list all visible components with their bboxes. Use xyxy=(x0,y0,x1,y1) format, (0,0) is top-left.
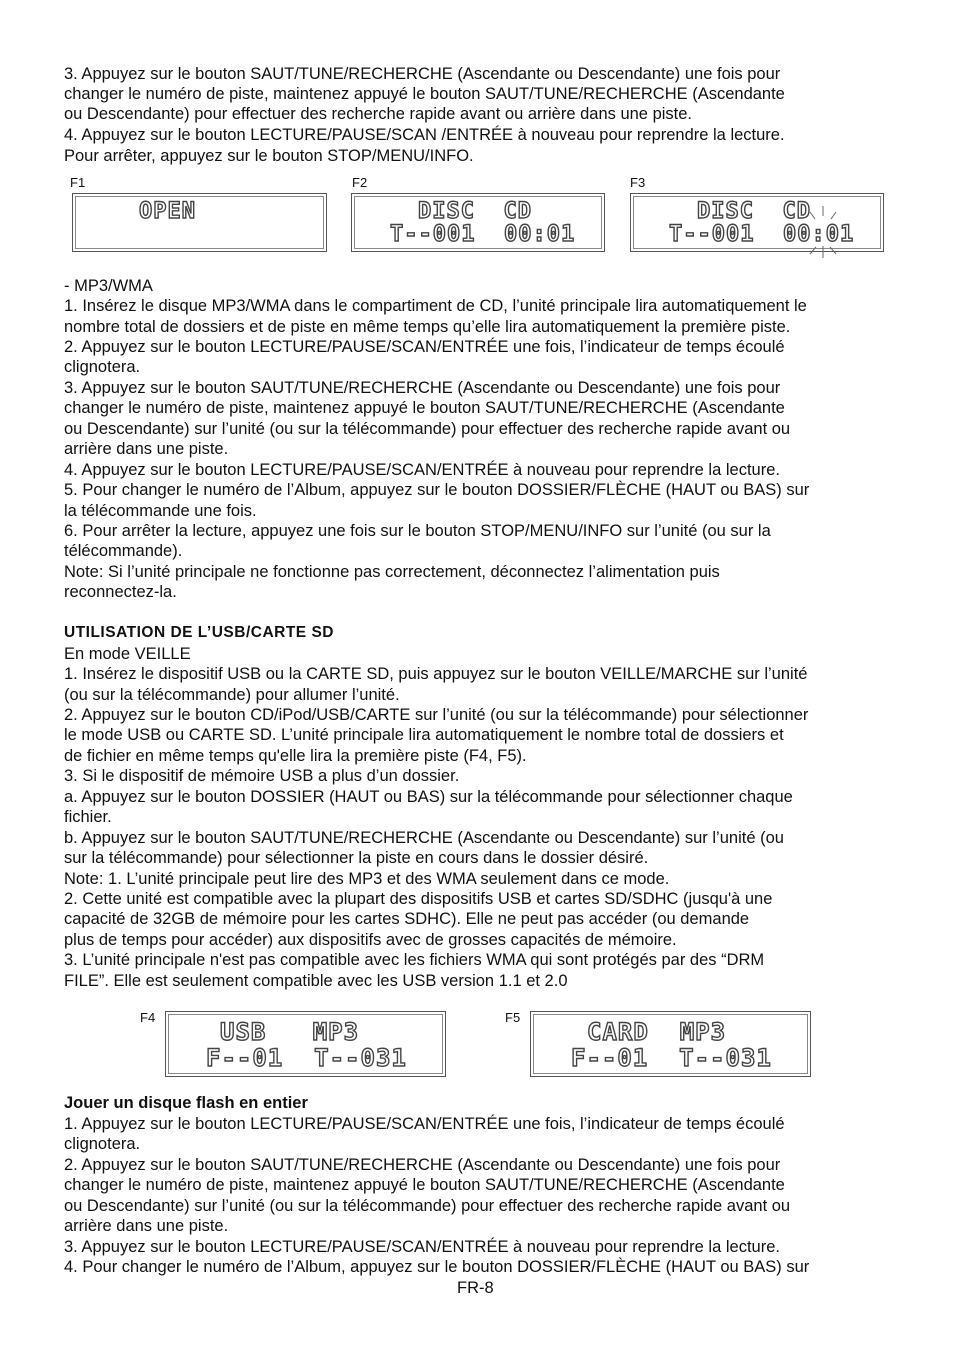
text-line: 1. Insérez le dispositif USB ou la CARTE SD, puis appuyez sur le bouton VEILLE/MARCHE sur l’unité xyxy=(64,665,808,683)
text-line: la télécommande une fois. xyxy=(64,502,257,520)
figure-label: F3 xyxy=(630,175,646,190)
text-line: (ou sur la télécommande) pour allumer l’unité. xyxy=(64,686,400,704)
figure-label: F2 xyxy=(352,175,368,190)
text-line: 4. Appuyez sur le bouton LECTURE/PAUSE/SCAN/ENTRÉE à nouveau pour reprendre la lecture. xyxy=(64,461,780,479)
text-line: de fichier en même temps qu'elle lira la première piste (F4, F5). xyxy=(64,747,527,765)
text-line: a. Appuyez sur le bouton DOSSIER (HAUT ou BAS) sur la télécommande pour sélectionner chaque xyxy=(64,788,793,806)
text-line: sur la télécommande) pour sélectionner la piste en cours dans le dossier désiré. xyxy=(64,849,649,867)
text-line: Pour arrêter, appuyez sur le bouton STOP/MENU/INFO. xyxy=(64,147,474,165)
text-line: changer le numéro de piste, maintenez appuyé le bouton SAUT/TUNE/RECHERCHE (Ascendante xyxy=(64,399,785,417)
text-line: capacité de 32GB de mémoire pour les cartes SDHC). Elle ne peut pas accéder (ou demande xyxy=(64,910,750,928)
figure-label: F1 xyxy=(70,175,86,190)
text-line: - MP3/WMA xyxy=(64,277,153,295)
text-line: Note: Si l’unité principale ne fonctionne pas correctement, déconnectez l’alimentation puis xyxy=(64,563,720,581)
text-line: 5. Pour changer le numéro de l’Album, appuyez sur le bouton DOSSIER/FLÈCHE (HAUT ou BAS) sur xyxy=(64,481,810,499)
text-line: 3. Appuyez sur le bouton LECTURE/PAUSE/SCAN/ENTRÉE à nouveau pour reprendre la lecture. xyxy=(64,1238,780,1256)
text-line: 2. Appuyez sur le bouton SAUT/TUNE/RECHERCHE (Ascendante ou Descendante) une fois pour xyxy=(64,1156,781,1174)
subsection-heading: Jouer un disque flash en entier xyxy=(64,1094,308,1112)
text-line: 4. Appuyez sur le bouton LECTURE/PAUSE/SCAN /ENTRÉE à nouveau pour reprendre la lecture. xyxy=(64,126,785,144)
figure-label: F5 xyxy=(505,1010,521,1025)
lcd-display xyxy=(72,193,327,252)
text-line: FILE”. Elle est seulement compatible avec les USB version 1.1 et 2.0 xyxy=(64,972,568,990)
text-line: 3. Appuyez sur le bouton SAUT/TUNE/RECHERCHE (Ascendante ou Descendante) une fois pour xyxy=(64,379,781,397)
lcd-line-1: CARD MP3 xyxy=(587,1018,727,1046)
text-line: 6. Pour arrêter la lecture, appuyez une fois sur le bouton STOP/MENU/INFO sur l’unité (ou sur la xyxy=(64,522,771,540)
text-line: 3. L’unité principale n'est pas compatible avec les fichiers WMA qui sont protégés par des “DRM xyxy=(64,951,765,969)
lcd-line-2: F--01 T--031 xyxy=(571,1044,772,1072)
text-line: En mode VEILLE xyxy=(64,645,191,663)
lcd-line-1: DISC CD xyxy=(697,199,811,224)
text-line: arrière dans une piste. xyxy=(64,440,229,458)
text-line: b. Appuyez sur le bouton SAUT/TUNE/RECHERCHE (Ascendante ou Descendante) sur l’unité (ou xyxy=(64,829,784,847)
lcd-display xyxy=(165,1011,446,1077)
lcd-display xyxy=(530,1011,811,1077)
lcd-line-2: T--001 00:01 xyxy=(390,222,576,247)
text-line: plus de temps pour accéder) aux dispositifs avec de grosses capacités de mémoire. xyxy=(64,931,677,949)
text-line: 2. Appuyez sur le bouton LECTURE/PAUSE/SCAN/ENTRÉE une fois, l’indicateur de temps écoulé xyxy=(64,338,785,356)
lcd-display xyxy=(351,193,605,252)
text-line: le mode USB ou CARTE SD. L’unité principale lira automatiquement le nombre total de dossiers et xyxy=(64,726,784,744)
text-line: télécommande). xyxy=(64,542,183,560)
text-line: reconnectez-la. xyxy=(64,583,177,601)
text-line: 1. Appuyez sur le bouton LECTURE/PAUSE/SCAN/ENTRÉE une fois, l’indicateur de temps écoulé xyxy=(64,1115,785,1133)
text-line: clignotera. xyxy=(64,358,141,376)
section-heading: UTILISATION DE L’USB/CARTE SD xyxy=(64,624,334,641)
lcd-line-2: T--001 00:01 xyxy=(669,222,855,247)
figure-label: F4 xyxy=(140,1010,156,1025)
text-line: changer le numéro de piste, maintenez appuyé le bouton SAUT/TUNE/RECHERCHE (Ascendante xyxy=(64,85,785,103)
page-number: FR-8 xyxy=(457,1279,494,1297)
text-line: 2. Cette unité est compatible avec la plupart des dispositifs USB et cartes SD/SDHC (jusqu'à une xyxy=(64,890,773,908)
text-line: clignotera. xyxy=(64,1135,141,1153)
text-line: 3. Appuyez sur le bouton SAUT/TUNE/RECHERCHE (Ascendante ou Descendante) une fois pour xyxy=(64,65,781,83)
text-line: ou Descendante) sur l’unité (ou sur la télécommande) pour effectuer des recherche rapide avant ou xyxy=(64,1197,791,1215)
lcd-line-1: USB MP3 xyxy=(220,1018,360,1046)
text-line: fichier. xyxy=(64,808,112,826)
text-line: Note: 1. L’unité principale peut lire des MP3 et des WMA seulement dans ce mode. xyxy=(64,870,670,888)
text-line: arrière dans une piste. xyxy=(64,1217,229,1235)
lcd-line-2: F--01 T--031 xyxy=(206,1044,407,1072)
text-line: ou Descendante) pour effectuer des recherche rapide avant ou arrière dans une piste. xyxy=(64,105,693,123)
text-line: 4. Pour changer le numéro de l’Album, appuyez sur le bouton DOSSIER/FLÈCHE (HAUT ou BAS) sur xyxy=(64,1258,810,1276)
text-line: 3. Si le dispositif de mémoire USB a plus d’un dossier. xyxy=(64,767,460,785)
text-line: 1. Insérez le disque MP3/WMA dans le compartiment de CD, l’unité principale lira automatiquement le xyxy=(64,297,807,315)
text-line: 2. Appuyez sur le bouton CD/iPod/USB/CARTE sur l’unité (ou sur la télécommande) pour sélectionner xyxy=(64,706,809,724)
text-line: ou Descendante) sur l’unité (ou sur la télécommande) pour effectuer des recherche rapide avant ou xyxy=(64,420,791,438)
blink-indicator-icon xyxy=(800,204,846,260)
text-line: nombre total de dossiers et de piste en même temps qu’elle lira automatiquement la première piste. xyxy=(64,318,791,336)
lcd-line-1: DISC CD xyxy=(418,199,532,224)
lcd-line-1: OPEN xyxy=(139,199,196,224)
text-line: changer le numéro de piste, maintenez appuyé le bouton SAUT/TUNE/RECHERCHE (Ascendante xyxy=(64,1176,785,1194)
